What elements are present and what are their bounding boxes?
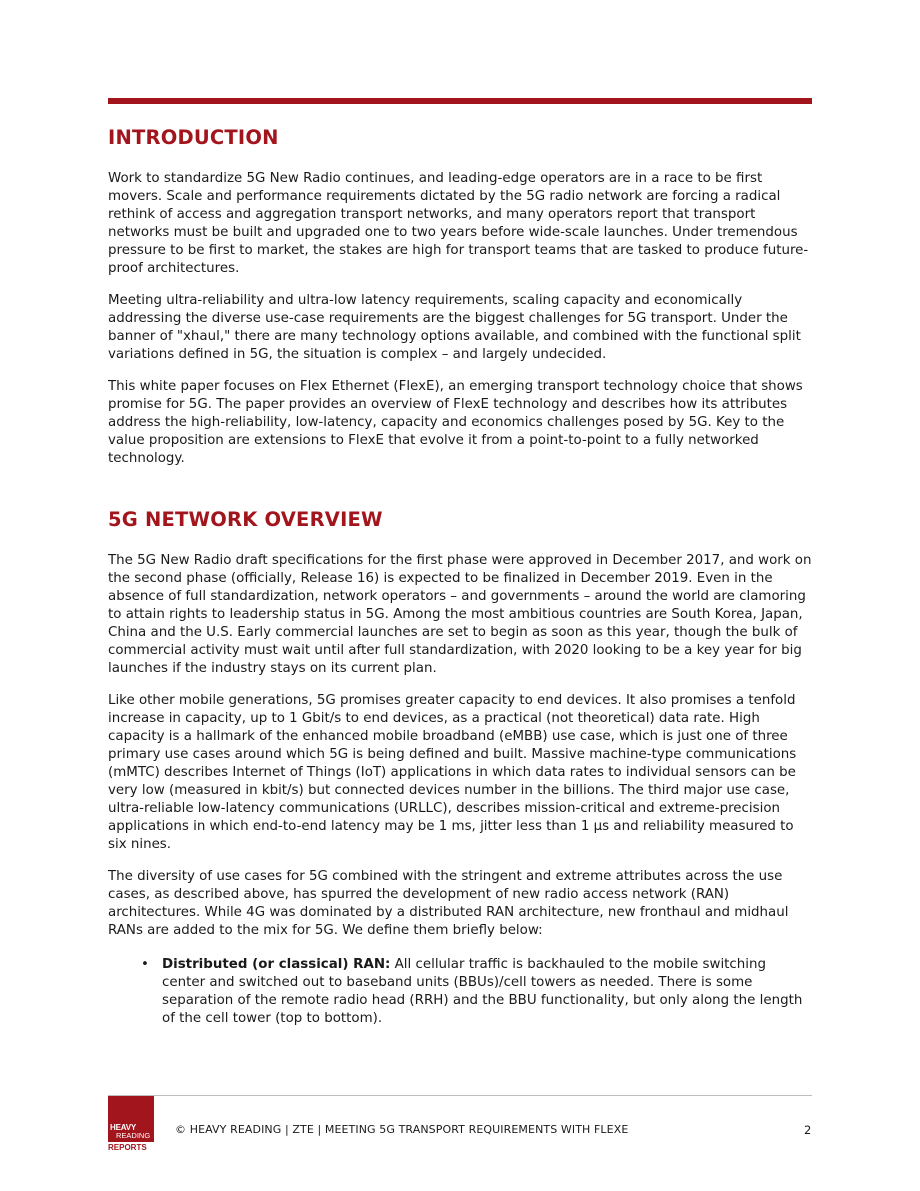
footer-rule [108, 1095, 812, 1096]
ran-architecture-list [108, 956, 812, 1028]
intro-paragraph-2: Meeting ultra-reliability and ultra-low latency requirements, scaling capacity and economically addressing the diverse use-case requirements are the biggest challenges for 5G transport. Under the banner of "xhaul," there are many technology options available, and combined with the functional split variations defined in 5G, the situation is complex – and largely undecided. [108, 293, 801, 362]
list-item [108, 956, 812, 1028]
section-heading-5g-network-overview: 5G NETWORK OVERVIEW [108, 508, 383, 531]
logo-line-reading: READING [116, 1131, 151, 1140]
list-item-term: Distributed (or classical) RAN: [162, 957, 391, 972]
page-body [108, 122, 812, 1028]
page-number: 2 [804, 1123, 812, 1137]
heavy-reading-reports-logo [108, 1096, 154, 1154]
bullet-icon: • [141, 957, 149, 972]
intro-paragraph-3: This white paper focuses on Flex Ethernet (FlexE), an emerging transport technology choice that shows promise for 5G. The paper provides an overview of FlexE technology and describes how its attributes address the high-reliability, low-latency, capacity and economics challenges posed by 5G. Key to the value proposition are extensions to FlexE that evolve it from a point-to-point to a fully networked technology. [108, 379, 803, 466]
overview-paragraph-3: The diversity of use cases for 5G combined with the stringent and extreme attributes across the use cases, as described above, has spurred the development of new radio access network (RAN) architectures. While 4G was dominated by a distributed RAN architecture, new fronthaul and midhaul RANs are added to the mix for 5G. We define them briefly below: [108, 869, 789, 938]
section-heading-introduction: INTRODUCTION [108, 126, 279, 149]
logo-line-reports: REPORTS [108, 1143, 147, 1152]
intro-paragraph-1: Work to standardize 5G New Radio continues, and leading-edge operators are in a race to be first movers. Scale and performance requirements dictated by the 5G radio network are forcing a radical rethink of access and aggregation transport networks, and many operators report that transport networks must be built and upgraded one to two years before wide-scale launches. Under tremendous pressure to be first to market, the stakes are high for transport teams that are tasked to produce future-proof architectures. [108, 171, 809, 276]
footer-text: © HEAVY READING | ZTE | MEETING 5G TRANSPORT REQUIREMENTS WITH FLEXE [175, 1123, 629, 1136]
overview-paragraph-1: The 5G New Radio draft specifications for the first phase were approved in December 2017, and work on the second phase (officially, Release 16) is expected to be finalized in December 2019. Even in the absence of full standardization, network operators – and governments – around the world are clamoring to attain rights to leadership status in 5G. Among the most ambitious countries are South Korea, Japan, China and the U.S. Early commercial launches are set to begin as soon as this year, though the bulk of commercial activity must wait until after full standardization, with 2020 looking to be a key year for big launches if the industry stays on its current plan. [108, 553, 812, 676]
logo-line-heavy: HEAVY [110, 1123, 136, 1132]
list-item-text: All cellular traffic is backhauled to the mobile switching center and switched out to baseband units (BBUs)/cell towers as needed. There is some separation of the remote radio head (RRH) and the BBU functionality, but only along the length of the cell tower (top to bottom). [162, 957, 803, 1026]
overview-paragraph-2: Like other mobile generations, 5G promises greater capacity to end devices. It also promises a tenfold increase in capacity, up to 1 Gbit/s to end devices, as a practical (not theoretical) data rate. High capacity is a hallmark of the enhanced mobile broadband (eMBB) use case, which is just one of three primary use cases around which 5G is being defined and built. Massive machine-type communications (mMTC) describes Internet of Things (IoT) applications in which data rates to individual sensors can be very low (measured in kbit/s) but connected devices number in the billions. The third major use case, ultra-reliable low-latency communications (URLLC), describes mission-critical and extreme-precision applications in which end-to-end latency may be 1 ms, jitter less than 1 µs and reliability measured to six nines. [108, 693, 797, 852]
header-rule [108, 98, 812, 104]
